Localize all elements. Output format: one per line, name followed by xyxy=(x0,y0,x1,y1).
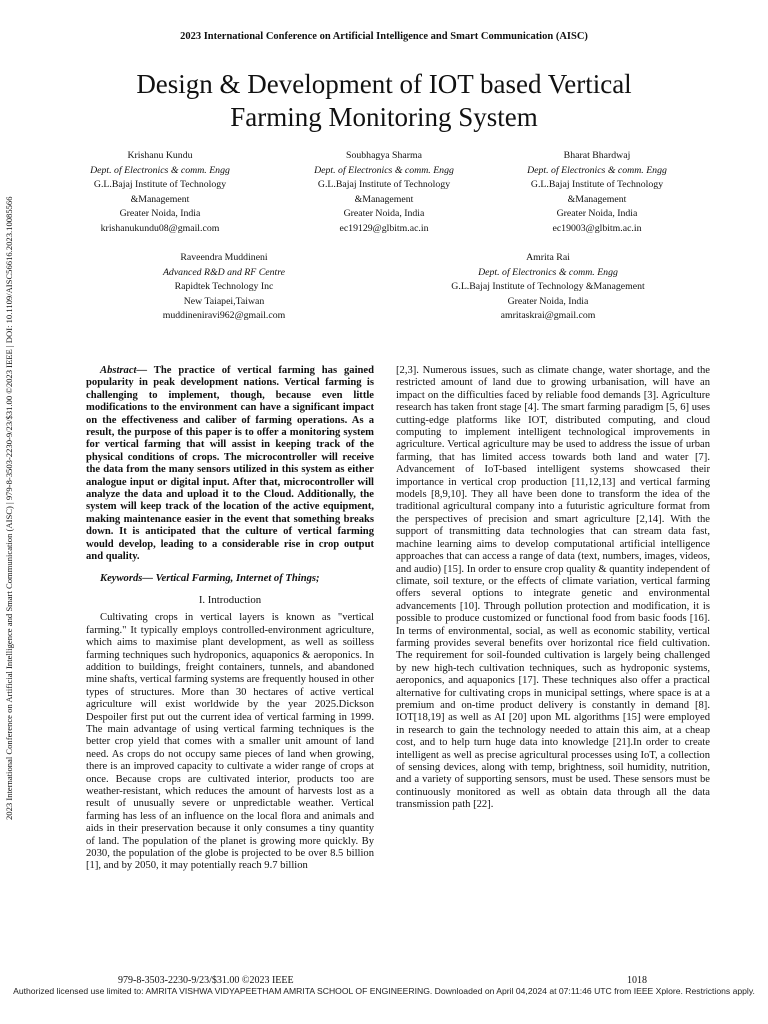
abstract-text: The practice of vertical farming has gained popularity in peak development nations. Vertical farming is challenging to implement, though, because even little modifications to the environment can have a significant impact on the effectiveness and caliber of farming operations. As a result, the purpose of this paper is to offer a monitoring system for vertical farming that will assist in keeping track of the physical conditions of crops. The microcontroller will receive the data from the many sensors utilized in this system as either analogue input or digital input. After that, microcontroller will analyze the data and upload it to the Cloud. Additionally, the system will keep track of the location of the active equipment, making maintenance easier in the event that something breaks down. It is anticipated that the culture of vertical farming would develop, leading to a considerable rise in crop output and quality. xyxy=(86,365,374,563)
right-column-text: [2,3]. Numerous issues, such as climate change, water shortage, and the restricted amount of land due to growing urbanisation, will have an impact on the difficulties faced by reliable food demands [3]. Agriculture research has taken front stage [4]. The smart farming paradigm [5, 6] uses cutting-edge platforms like IOT, distributed computing, and cloud computing to implement intelligent technological improvements in agriculture. Vertical agriculture may be used to address the issue of urban farming, that has limited access towards both land and water [7]. Advancement of IoT-based intelligent systems showcased their importance in vertical crop production [11,12,13] and vertical farming models [8,9,10]. They all have been done to transform the idea of the traditional agricultural company into a futuristic agriculture format from the perspectives of precision and smart agriculture [2,14]. With the support of transmitting data technologies that can stream data fast, machine learning aims to develop computational artificial intelligence approaches that can access a range of data (text, numbers, images, videos, and audio) [15]. In order to ensure crop quality & quantity independent of climate, soil texture, or the effects of climate variation, vertical farming offers several options to integrate genetic and environmental advancements [10]. Through pollution protection and modification, it is possible to produce customized or functional food from basic foods [16]. In terms of environmental, social, as well as economic stability, vertical farming provides several benefits over horizontal rice field cultivation. The requirement for soil-founded cultivation is largely being challenged by new high-tech cultivation techniques, such as hydroponic systems, aeroponics, and aquaponics [17]. These techniques also offer a practical alternative for cultivating crops in municipal settings, where space is at a premium and on-time product delivery is constantly in demand [8]. IOT[18,19] as well as AI [20] upon ML algorithms [15] were employed in research to gain the technology needed to attain this aim, at a cheap cost, and to help turn huge data into knowledge [21].In order to create intelligent as well as precise agricultural processes using IoT, a collection of sensing devices, along with temp, brightness, soil humidity, nutrition, and a variety of supporting sensors, must be used. These sensors must be continuously monitored as well as obtain data through all the data transmission path [22]. xyxy=(396,365,710,811)
intro-paragraph: Cultivating crops in vertical layers is known as "vertical farming." It typically employs controlled-environment agriculture, which aims to maximise plant development, as well as soilless farming techniques such hydroponics, aquaponics & aeroponics. In addition to buildings, freight containers, tunnels, and abandoned mine shafts, vertical farming systems are frequently housed in other types of structures. More than 30 hectares of active vertical agriculture will exist worldwide by the year 2025.Dickson Despoiler first put out the current idea of vertical farming in 1999. The main advantage of using vertical farming techniques is the better crop yield that comes with a smaller unit amount of land need. As crops do not occupy same pieces of land when growing, there is an improved capacity to cultivate a wider range of crops at once. Because crops are cultivated interior, products too are weather-resistant, which reduces the amount of harvests lost as a result of unusually severe or unpredictable weather. Vertical farming has less of an influence on the local flora and animals and aids in their preservation because it only consumes a tiny quantity of land. The population of the planet is growing more quickly. By 2030, the population of the globe is projected to be over 8.5 billion [1], and by 2050, it may potentially reach 9.7 billion xyxy=(86,612,374,872)
author-dept: Dept. of Electronics & comm. Engg xyxy=(478,266,618,278)
footer-copyright: 979-8-3503-2230-9/23/$31.00 ©2023 IEEE xyxy=(118,975,294,986)
conference-header: 2023 International Conference on Artificial Intelligence and Smart Communication (AISC) xyxy=(180,31,588,42)
author-block xyxy=(284,149,484,237)
author-institution: G.L.Bajaj Institute of Technology xyxy=(317,179,451,191)
author-location: New Taiapei,Taiwan xyxy=(183,295,265,307)
author-email: krishanukundu08@gmail.com xyxy=(100,222,220,234)
author-location: Greater Noida, India xyxy=(556,208,638,220)
author-email: ec19129@glbitm.ac.in xyxy=(339,222,429,234)
page-number: 1018 xyxy=(627,975,647,986)
author-name: Soubhagya Sharma xyxy=(346,150,422,161)
license-notice: Authorized licensed use limited to: AMRITA VISHWA VIDYAPEETHAM AMRITA SCHOOL OF ENGINEERING. Downloaded on April 04,2024 at 07:11:46 UTC from IEEE Xplore. Restrictions apply. xyxy=(13,986,755,996)
author-email: ec19003@glbitm.ac.in xyxy=(552,222,642,234)
author-location: Greater Noida, India xyxy=(343,208,425,220)
author-email: muddineniravi962@gmail.com xyxy=(162,310,286,322)
paper-title-line1: Design & Development of IOT based Vertical xyxy=(136,69,632,99)
author-name: Bharat Bhardwaj xyxy=(563,150,631,161)
abstract xyxy=(86,365,374,564)
author-dept: Dept. of Electronics & comm. Engg xyxy=(314,164,454,176)
author-institution: &Management xyxy=(130,193,190,205)
author-institution: Rapidtek Technology Inc xyxy=(174,281,274,293)
keywords: Keywords— Vertical Farming, Internet of Things; xyxy=(100,572,320,584)
right-column xyxy=(396,365,710,812)
author-institution: G.L.Bajaj Institute of Technology xyxy=(93,179,227,191)
author-institution: &Management xyxy=(354,193,414,205)
author-dept: Dept. of Electronics & comm. Engg xyxy=(90,164,230,176)
author-email: amritaskrai@gmail.com xyxy=(500,310,596,322)
left-column xyxy=(86,365,374,873)
author-institution: G.L.Bajaj Institute of Technology xyxy=(530,179,664,191)
author-institution: G.L.Bajaj Institute of Technology &Management xyxy=(451,281,645,293)
abstract-label: Abstract— xyxy=(100,365,148,376)
author-name: Amrita Rai xyxy=(526,252,570,263)
author-block xyxy=(60,149,260,237)
author-block xyxy=(418,251,678,324)
side-doi-text: 2023 International Conference on Artificial Intelligence and Smart Communication (AISC) | 979-8-3503-2230-9/23/$31.00 ©2023 IEEE | DOI: 10.1109/AISC56616.2023.10085566 xyxy=(4,196,14,820)
section-heading: I. Introduction xyxy=(198,593,262,606)
paper-title xyxy=(40,68,728,134)
author-block xyxy=(124,251,324,324)
paper-title-line2: Farming Monitoring System xyxy=(230,102,538,132)
author-name: Raveendra Muddineni xyxy=(180,252,268,263)
author-location: Greater Noida, India xyxy=(119,208,201,220)
author-dept: Dept. of Electronics & comm. Engg xyxy=(527,164,667,176)
author-block xyxy=(497,149,697,237)
author-dept: Advanced R&D and RF Centre xyxy=(162,266,286,278)
author-name: Krishanu Kundu xyxy=(127,150,193,161)
author-institution: &Management xyxy=(567,193,627,205)
author-location: Greater Noida, India xyxy=(507,295,589,307)
